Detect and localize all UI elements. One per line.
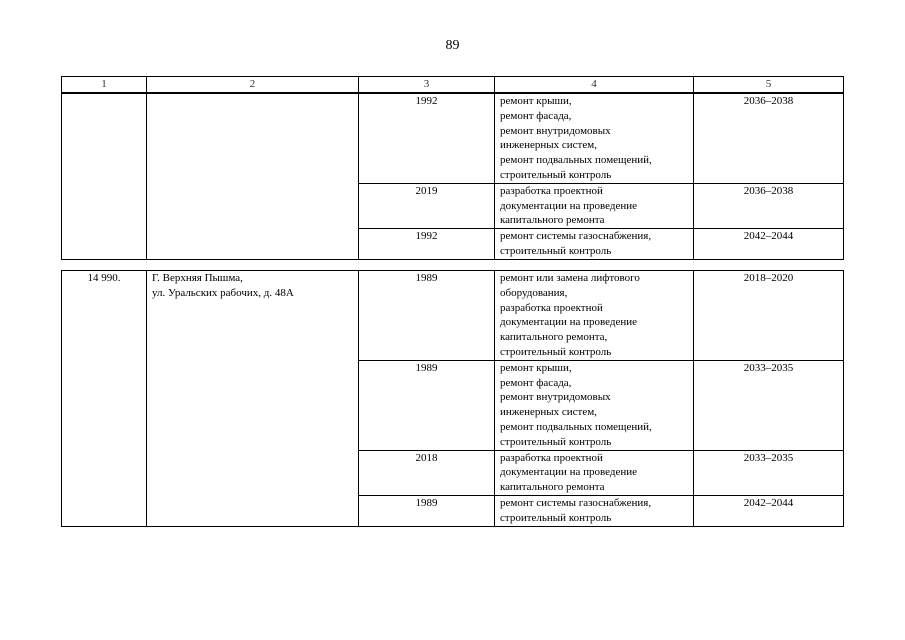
address-cell <box>147 94 359 260</box>
period-cell: 2036–2038 <box>694 183 844 228</box>
building-block-table <box>61 270 844 527</box>
number-cell-line: 14 990. <box>87 272 121 284</box>
year-cell: 1989 <box>359 271 495 361</box>
table-header <box>61 76 844 93</box>
table-row <box>62 94 844 184</box>
header-col-4: 4 <box>495 77 694 93</box>
work-item: документации на проведение <box>500 199 638 212</box>
year-cell: 1989 <box>359 495 495 526</box>
year-cell: 1989 <box>359 360 495 450</box>
work-item: ремонт подвальных помещений, <box>500 420 652 433</box>
period-cell: 2033–2035 <box>694 450 844 495</box>
work-item: ремонт системы газоснабжения, <box>500 230 652 243</box>
number-cell <box>62 271 147 527</box>
number-cell <box>62 94 147 260</box>
works-cell <box>495 450 694 495</box>
year-cell: 2018 <box>359 450 495 495</box>
work-item: капитального ремонта, <box>500 331 608 344</box>
works-cell <box>495 183 694 228</box>
work-item: строительный контроль <box>500 244 612 257</box>
work-item: ремонт крыши, <box>500 361 572 374</box>
work-item: ремонт внутридомовых <box>500 391 611 404</box>
header-col-2: 2 <box>147 77 359 93</box>
address-cell <box>147 271 359 527</box>
work-item: ремонт фасада, <box>500 376 572 389</box>
work-item: ремонт системы газоснабжения, <box>500 496 652 509</box>
work-item: ремонт подвальных помещений, <box>500 154 652 167</box>
period-cell: 2018–2020 <box>694 271 844 361</box>
works-cell <box>495 495 694 526</box>
works-cell <box>495 94 694 184</box>
year-cell: 1992 <box>359 229 495 260</box>
period-cell: 2036–2038 <box>694 94 844 184</box>
year-cell: 1992 <box>359 94 495 184</box>
work-item: инженерных систем, <box>500 139 597 152</box>
header-col-3: 3 <box>359 77 495 93</box>
work-item: капитального ремонта <box>500 481 605 494</box>
work-item: ремонт или замена лифтового <box>500 272 640 284</box>
work-item: документации на проведение <box>500 466 638 479</box>
work-item: строительный контроль <box>500 168 612 181</box>
works-cell <box>495 271 694 361</box>
work-item: документации на проведение <box>500 316 638 329</box>
work-item: строительный контроль <box>500 345 612 358</box>
work-item: оборудования, <box>500 286 568 299</box>
work-item: строительный контроль <box>500 511 612 524</box>
work-item: ремонт крыши, <box>500 95 572 107</box>
period-cell: 2042–2044 <box>694 495 844 526</box>
table-row <box>62 271 844 361</box>
period-cell: 2042–2044 <box>694 229 844 260</box>
work-item: разработка проектной <box>500 301 603 314</box>
work-item: капитального ремонта <box>500 214 605 227</box>
work-item: разработка проектной <box>500 451 603 464</box>
work-item: ремонт внутридомовых <box>500 124 611 137</box>
header-col-1: 1 <box>62 77 147 93</box>
address-cell-line: ул. Уральских рабочих, д. 48А <box>152 286 294 299</box>
works-cell <box>495 360 694 450</box>
header-col-5: 5 <box>694 77 844 93</box>
continued-block-table <box>61 93 844 260</box>
page-number: 89 <box>445 38 460 53</box>
work-item: строительный контроль <box>500 435 612 448</box>
work-item: разработка проектной <box>500 184 603 197</box>
address-cell-line: Г. Верхняя Пышма, <box>152 272 243 284</box>
work-item: инженерных систем, <box>500 406 597 419</box>
header-row <box>62 77 844 93</box>
works-cell <box>495 229 694 260</box>
work-item: ремонт фасада, <box>500 109 572 122</box>
year-cell: 2019 <box>359 183 495 228</box>
period-cell: 2033–2035 <box>694 360 844 450</box>
